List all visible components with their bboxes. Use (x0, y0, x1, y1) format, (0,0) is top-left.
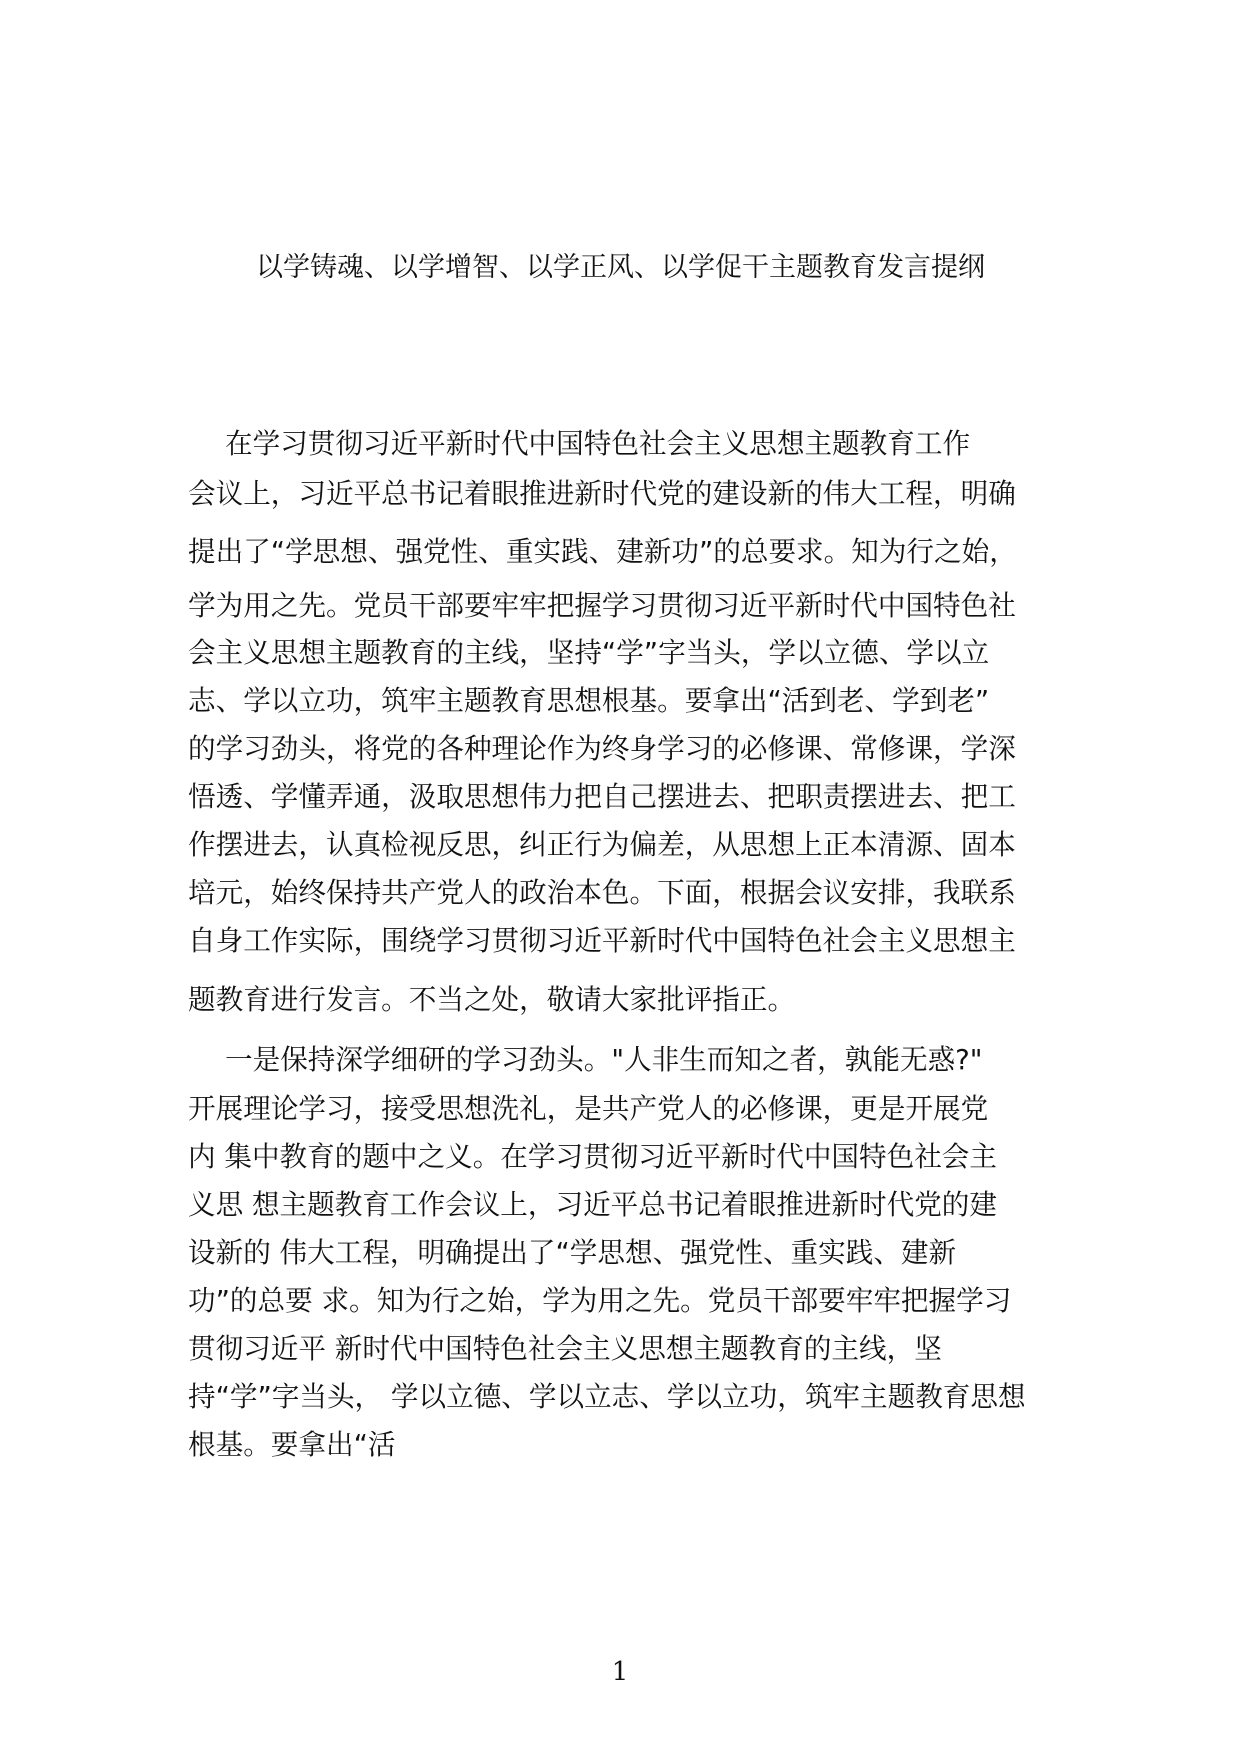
paragraph-line: 作摆进去，认真检视反思，纠正行为偏差，从思想上正本清源、固本 (188, 828, 1016, 861)
paragraph-line: 在学习贯彻习近平新时代中国特色社会主义思想主题教育工作 (225, 427, 971, 460)
paragraph-line: 义思 想主题教育工作会议上，习近平总书记着眼推进新时代党的建 (188, 1188, 997, 1221)
page-number: 1 (611, 1657, 629, 1687)
paragraph-line: 提出了“学思想、强党性、重实践、建新功”的总要求。知为行之始， (188, 535, 1017, 568)
paragraph-line: 的学习劲头，将党的各种理论作为终身学习的必修课、常修课，学深 (188, 732, 1016, 765)
paragraph-line: 内 集中教育的题中之义。在学习贯彻习近平新时代中国特色社会主 (188, 1140, 997, 1173)
paragraph-line: 开展理论学习，接受思想洗礼，是共产党人的必修课，更是开展党 (188, 1092, 989, 1125)
paragraph-line: 会主义思想主题教育的主线，坚持“学”字当头，学以立德、学以立 (188, 636, 990, 669)
paragraph-line: 培元，始终保持共产党人的政治本色。下面，根据会议安排，我联系 (188, 876, 1016, 909)
document-title: 以学铸魂、以学增智、以学正风、以学促干主题教育发言提纲 (256, 252, 985, 283)
paragraph-line: 自身工作实际，围绕学习贯彻习近平新时代中国特色社会主义思想主 (188, 924, 1016, 957)
paragraph-line: 一是保持深学细研的学习劲头。"人非生而知之者，孰能无惑?" (225, 1043, 983, 1076)
paragraph-line: 贯彻习近平 新时代中国特色社会主义思想主题教育的主线，坚 (188, 1332, 942, 1365)
paragraph-line: 志、学以立功，筑牢主题教育思想根基。要拿出“活到老、学到老” (188, 684, 990, 717)
paragraph-line: 悟透、学懂弄通，汲取思想伟力把自己摆进去、把职责摆进去、把工 (188, 780, 1016, 813)
paragraph-line: 题教育进行发言。不当之处，敬请大家批评指正。 (188, 983, 796, 1016)
paragraph-line: 根基。要拿出“活 (188, 1428, 396, 1461)
paragraph-line: 学为用之先。党员干部要牢牢把握学习贯彻习近平新时代中国特色社 (188, 589, 1016, 622)
paragraph-line: 持“学”字当头， 学以立德、学以立志、学以立功，筑牢主题教育思想 (188, 1380, 1026, 1413)
paragraph-line: 设新的 伟大工程，明确提出了“学思想、强党性、重实践、建新 (188, 1236, 957, 1269)
paragraph-line: 会议上，习近平总书记着眼推进新时代党的建设新的伟大工程，明确 (188, 477, 1016, 510)
paragraph-line: 功”的总要 求。知为行之始，学为用之先。党员干部要牢牢把握学习 (188, 1284, 1012, 1317)
